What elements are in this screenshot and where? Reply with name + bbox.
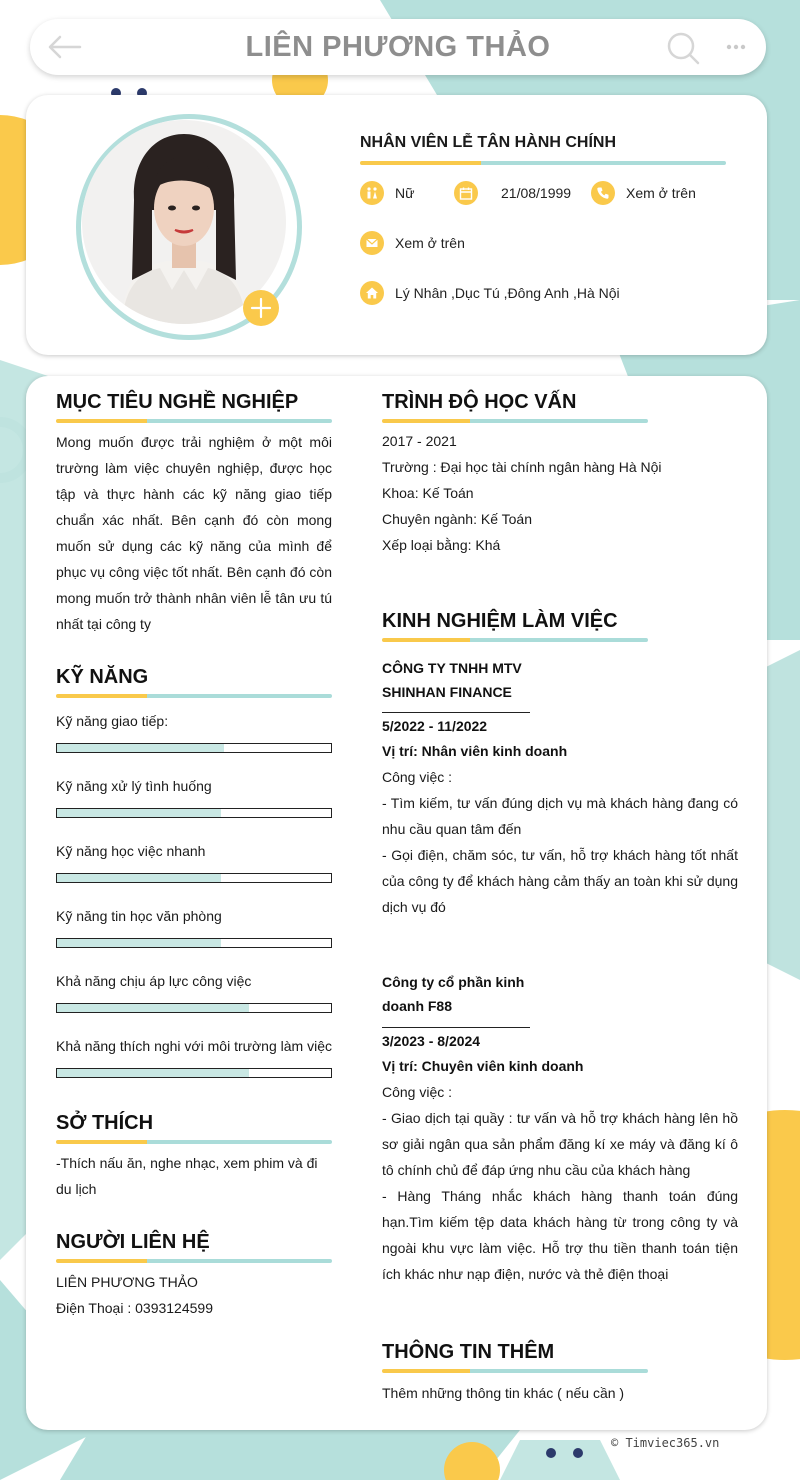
skill-bar-fill	[57, 874, 221, 882]
skill-bar-fill	[57, 1004, 249, 1012]
birthday-value: 21/08/1999	[501, 185, 572, 201]
contact-title: NGƯỜI LIÊN HỆ	[56, 1231, 210, 1253]
education-underline	[382, 419, 648, 423]
job-divider	[382, 712, 530, 713]
skill-label: Khả năng chịu áp lực công việc	[56, 973, 252, 989]
profile-card	[26, 95, 767, 355]
contact-name: LIÊN PHƯƠNG THẢO	[56, 1274, 198, 1290]
page-title: LIÊN PHƯƠNG THẢO	[245, 31, 551, 63]
skill-label: Kỹ năng xử lý tình huống	[56, 778, 212, 794]
objective-underline	[56, 419, 332, 423]
job-desc-item: - Gọi điện, chăm sóc, tư vấn, hỗ trợ khách hàng tốt nhất của công ty để khách hàng cảm thấy an toàn khi sử dụng dịch vụ đó	[382, 847, 738, 915]
skill-bar	[56, 743, 332, 753]
education-line: 2017 - 2021	[382, 433, 457, 449]
gender-icon	[360, 181, 384, 205]
gender-item	[360, 181, 414, 205]
gender-value: Nữ	[395, 185, 415, 201]
job-desc-label: Công việc :	[382, 1084, 453, 1100]
job-desc-item: - Giao dịch tại quầy : tư vấn và hỗ trợ khách hàng lên hồ sơ giải ngân qua sản phẩm đăng kí xe máy và đăng kí ô tô chính chủ để đáp ứng nhu cầu của khách hàng	[382, 1110, 738, 1178]
job-company	[382, 656, 542, 704]
education-title: TRÌNH ĐỘ HỌC VẤN	[382, 391, 577, 413]
skill-label: Kỹ năng giao tiếp:	[56, 713, 169, 729]
phone-icon	[591, 181, 615, 205]
job-description	[382, 1079, 738, 1287]
job-divider	[382, 1027, 530, 1028]
address-value: Lý Nhân ,Dục Tú ,Đông Anh ,Hà Nội	[395, 285, 620, 301]
job-description	[382, 764, 738, 920]
cv-body-card	[26, 376, 767, 1430]
contact-phone: Điện Thoại : 0393124599	[56, 1300, 213, 1316]
skill-bar-fill	[57, 939, 221, 947]
job-title-underline	[360, 161, 726, 165]
job-company-line: Công ty cổ phần kinh	[382, 974, 525, 990]
skill-bar-fill	[57, 744, 224, 752]
watermark: © Timviec365.vn	[611, 1436, 720, 1450]
extra-title: THÔNG TIN THÊM	[382, 1341, 555, 1363]
address-item	[360, 281, 620, 305]
education-line: Khoa: Kế Toán	[382, 485, 474, 501]
email-item	[360, 231, 465, 255]
skills-title: KỸ NĂNG	[56, 666, 149, 688]
experience-title: KINH NGHIỆM LÀM VIỆC	[382, 610, 618, 632]
plus-icon	[243, 290, 279, 326]
skill-label: Kỹ năng học việc nhanh	[56, 843, 206, 859]
skill-bar-fill	[57, 1069, 249, 1077]
job-desc-label: Công việc :	[382, 769, 453, 785]
extra-text: Thêm những thông tin khác ( nếu cần )	[382, 1385, 625, 1401]
hobbies-underline	[56, 1140, 332, 1144]
top-bar	[30, 19, 766, 75]
objective-text: Mong muốn được trải nghiệm ở một môi trường làm việc chuyên nghiệp, được học tập và thực hành các kỹ năng giao tiếp chuẩn xác nhất. Bên cạnh đó còn mong muốn sử dụng các kỹ năng của mình để phục vụ công việc tốt nhất. Bên cạnh đó còn mong muốn trở thành nhân viên lễ tân ưu tú nhất tại công ty	[56, 434, 332, 632]
skill-bar	[56, 808, 332, 818]
job-desc-item: - Tìm kiếm, tư vấn đúng dịch vụ mà khách hàng đang có nhu cầu quan tâm đến	[382, 795, 738, 837]
job-title: NHÂN VIÊN LỄ TÂN HÀNH CHÍNH	[360, 134, 616, 151]
phone-value: Xem ở trên	[626, 185, 696, 201]
job-company-line: CÔNG TY TNHH MTV	[382, 660, 522, 676]
email-value: Xem ở trên	[395, 235, 465, 251]
objective-title: MỤC TIÊU NGHỀ NGHIỆP	[56, 391, 299, 413]
skill-label: Khả năng thích nghi với môi trường làm việc	[56, 1038, 332, 1054]
education-line: Xếp loại bằng: Khá	[382, 537, 501, 553]
birthday-item	[454, 181, 571, 205]
skill-bar	[56, 1003, 332, 1013]
job-desc-item: - Hàng Tháng nhắc khách hàng thanh toán đúng hạn.Tìm kiếm tệp data khách hàng từ trong công ty và ngoài khu vực làm việc. Hỗ trợ thu tiền thanh toán tiện ích khác như nạp điện, nước và thẻ điện thoại	[382, 1188, 738, 1282]
job-period: 5/2022 - 11/2022	[382, 718, 488, 734]
contact-underline	[56, 1259, 332, 1263]
skills-underline	[56, 694, 332, 698]
education-line: Chuyên ngành: Kế Toán	[382, 511, 532, 527]
phone-item	[591, 181, 696, 205]
add-photo-button[interactable]	[243, 290, 279, 326]
experience-underline	[382, 638, 648, 642]
hobbies-title: SỞ THÍCH	[56, 1112, 154, 1134]
job-position: Vị trí: Nhân viên kinh doanh	[382, 743, 568, 759]
extra-underline	[382, 1369, 648, 1373]
skill-label: Kỹ năng tin học văn phòng	[56, 908, 222, 924]
skill-bar	[56, 873, 332, 883]
job-company	[382, 970, 542, 1018]
home-icon	[360, 281, 384, 305]
calendar-icon	[454, 181, 478, 205]
education-details	[382, 428, 662, 558]
contact-info	[56, 1269, 213, 1321]
education-line: Trường : Đại học tài chính ngân hàng Hà Nội	[382, 459, 662, 475]
job-period: 3/2023 - 8/2024	[382, 1033, 481, 1049]
job-position: Vị trí: Chuyên viên kinh doanh	[382, 1058, 584, 1074]
job-company-line: SHINHAN FINANCE	[382, 684, 512, 700]
more-options-icon[interactable]	[724, 35, 748, 59]
search-icon[interactable]	[666, 31, 700, 65]
skill-bar	[56, 1068, 332, 1078]
skill-bar-fill	[57, 809, 221, 817]
job-company-line: doanh F88	[382, 998, 453, 1014]
hobbies-text: -Thích nấu ăn, nghe nhạc, xem phim và đi du lịch	[56, 1155, 318, 1197]
email-icon	[360, 231, 384, 255]
skill-bar	[56, 938, 332, 948]
